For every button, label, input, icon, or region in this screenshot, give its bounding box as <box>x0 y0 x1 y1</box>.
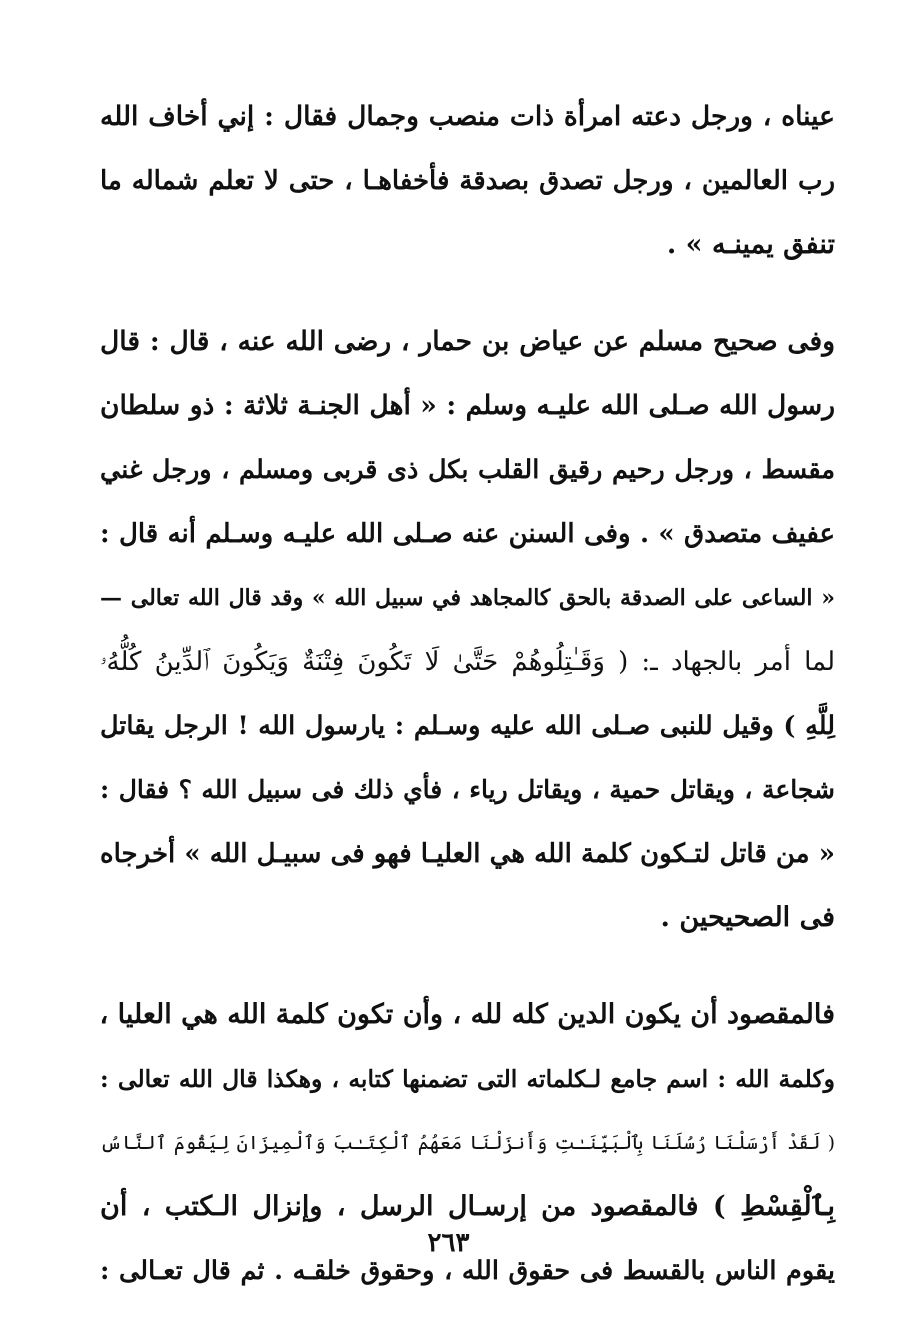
quran-verse-line: لما أمر بالجهاد ـ: ( وَقَـٰتِلُوهُمْ حَتَّىٰ لَا تَكُونَ فِتْنَةٌ وَيَكُونَ ٱلدِّينُ كُلُّهُۥ <box>100 647 835 677</box>
text-line: عيناه ، ورجل دعته امرأة ذات منصب وجمال فقال : إني أخاف الله <box>100 101 835 132</box>
paragraph-gap <box>100 277 835 310</box>
text-line: فالمقصود أن يكون الدين كله لله ، وأن تكون كلمة الله هي العليا ، <box>99 999 835 1030</box>
text-line: مقسط ، ورجل رحيم رقيق القلب بكل ذى قربى ومسلم ، ورجل غني <box>100 455 835 485</box>
text-line: وفى صحيح مسلم عن عياض بن حمار ، رضى الله عنه ، قال : قال <box>100 326 835 357</box>
text-line: لِلَّهِ ) وقيل للنبى صـلى الله عليه وسـلم : يارسول الله ! الرجل يقاتل <box>100 711 835 741</box>
text-line: تنفق يمينـه » . <box>666 229 835 260</box>
quran-verse-line: ( لَقَدْ أَرْسَلْنَا رُسُلَنَا بِٱلْبَيِّنَـٰتِ وَأَنزَلْنَا مَعَهُمُ ٱلْكِتَـٰبَ وَٱلْمِيزَانَ لِيَقُومَ ٱلنَّاسُ <box>100 1132 835 1154</box>
text-line: رسول الله صـلى الله عليـه وسلم : « أهل الجنـة ثلاثة : ذو سلطان <box>100 390 835 421</box>
text-line: وكلمة الله : اسم جامع لـكلماته التى تضمنها كتابه ، وهكذا قال الله تعالى : <box>100 1065 835 1093</box>
text-line: « من قاتل لتـكون كلمة الله هي العليـا فهو فى سبيـل الله » أخرجاه <box>100 839 835 869</box>
text-line: عفيف متصدق » . وفى السنن عنه صـلى الله عليـه وسـلم أنه قال : <box>100 519 835 549</box>
page-number: ٢٦٣ <box>427 1228 470 1258</box>
text-line: شجاعة ، ويقاتل حمية ، ويقاتل رياء ، فأي ذلك فى سبيل الله ؟ فقال : <box>100 775 835 804</box>
text-line: فى الصحيحين . <box>660 902 835 933</box>
text-line: يقوم الناس بالقسط فى حقوق الله ، وحقوق خلقـه . ثم قال تعـالى : <box>100 1256 835 1286</box>
paragraph-1 <box>100 85 835 277</box>
text-line: رب العالمين ، ورجل تصدق بصدقة فأخفاهـا ، حتى لا تعلم شماله ما <box>100 166 835 196</box>
paragraph-2 <box>100 310 835 950</box>
text-line: « الساعى على الصدقة بالحق كالمجاهد في سبيل الله » وقد قال الله تعالى — <box>100 585 835 611</box>
text-line: بِٱلْقِسْطِ ) فالمقصود من إرسـال الرسل ، وإنزال الـكتب ، أن <box>100 1191 835 1222</box>
paragraph-gap <box>100 950 835 983</box>
